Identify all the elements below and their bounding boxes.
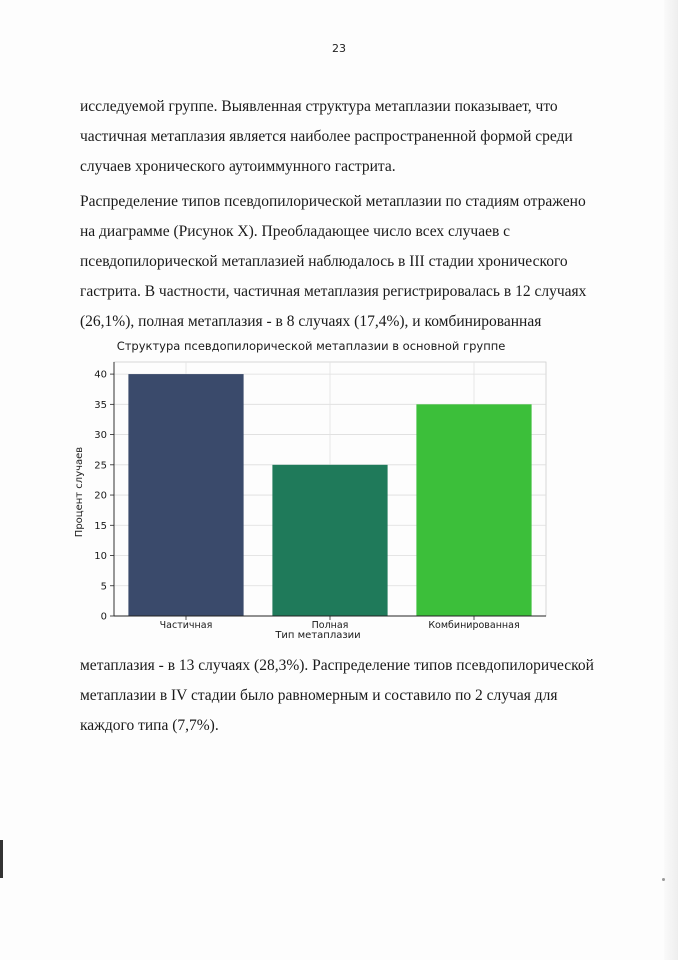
y-tick-label: 40: [94, 369, 107, 381]
y-tick-label: 10: [94, 551, 107, 563]
paragraph-distribution: [80, 187, 608, 337]
paragraph-intro: [80, 92, 608, 182]
text-line: случаев хронического аутоиммунного гастрита.: [80, 158, 396, 175]
text-line: (26,1%), полная метаплазия - в 8 случаях (17,4%), и комбинированная: [80, 313, 542, 330]
y-tick-label: 25: [94, 460, 107, 472]
x-tick-label: Полная: [311, 620, 349, 631]
y-tick-label: 0: [100, 611, 107, 623]
x-tick-label: Комбинированная: [428, 620, 520, 631]
x-axis-label: Тип метаплазии: [275, 630, 361, 641]
text-line: Распределение типов псевдопилорической метаплазии по стадиям отражено: [80, 193, 586, 210]
bar-3: [416, 404, 531, 616]
text-line: исследуемой группе. Выявленная структура метаплазии показывает, что: [80, 98, 558, 115]
chart-canvas: [72, 334, 550, 644]
text-line: на диаграмме (Рисунок X). Преобладающее число всех случаев с: [80, 223, 511, 240]
page-edge-shadow: [664, 0, 678, 960]
scan-edge-mark: [0, 840, 3, 878]
text-line: каждого типа (7,7%).: [80, 717, 219, 734]
y-axis-label: Процент случаев: [74, 446, 85, 538]
text-line: псевдопилорической метаплазией наблюдалось в III стадии хронического: [80, 253, 568, 270]
paragraph-stage-iv: [80, 651, 608, 741]
text-line: гастрита. В частности, частичная метаплазия регистрировалась в 12 случаях: [80, 283, 587, 300]
y-tick-label: 30: [94, 430, 107, 442]
y-tick-label: 15: [94, 520, 107, 532]
text-line: частичная метаплазия является наиболее распространенной формой среди: [80, 128, 573, 145]
metaplasia-bar-chart: [72, 334, 550, 644]
y-tick-label: 20: [94, 490, 107, 502]
text-line: метаплазии в IV стадии было равномерным и составило по 2 случая для: [80, 687, 558, 704]
chart-title: Структура псевдопилорической метаплазии в основной группе: [116, 339, 506, 353]
bar-2: [272, 465, 387, 616]
page-number: 23: [332, 42, 346, 55]
y-tick-label: 5: [100, 581, 107, 593]
bar-1: [128, 374, 243, 616]
scan-dust-dot: [662, 878, 665, 881]
text-line: метаплазия - в 13 случаях (28,3%). Распределение типов псевдопилорической: [80, 657, 594, 674]
y-tick-label: 35: [94, 399, 107, 411]
x-tick-label: Частичная: [159, 620, 213, 631]
